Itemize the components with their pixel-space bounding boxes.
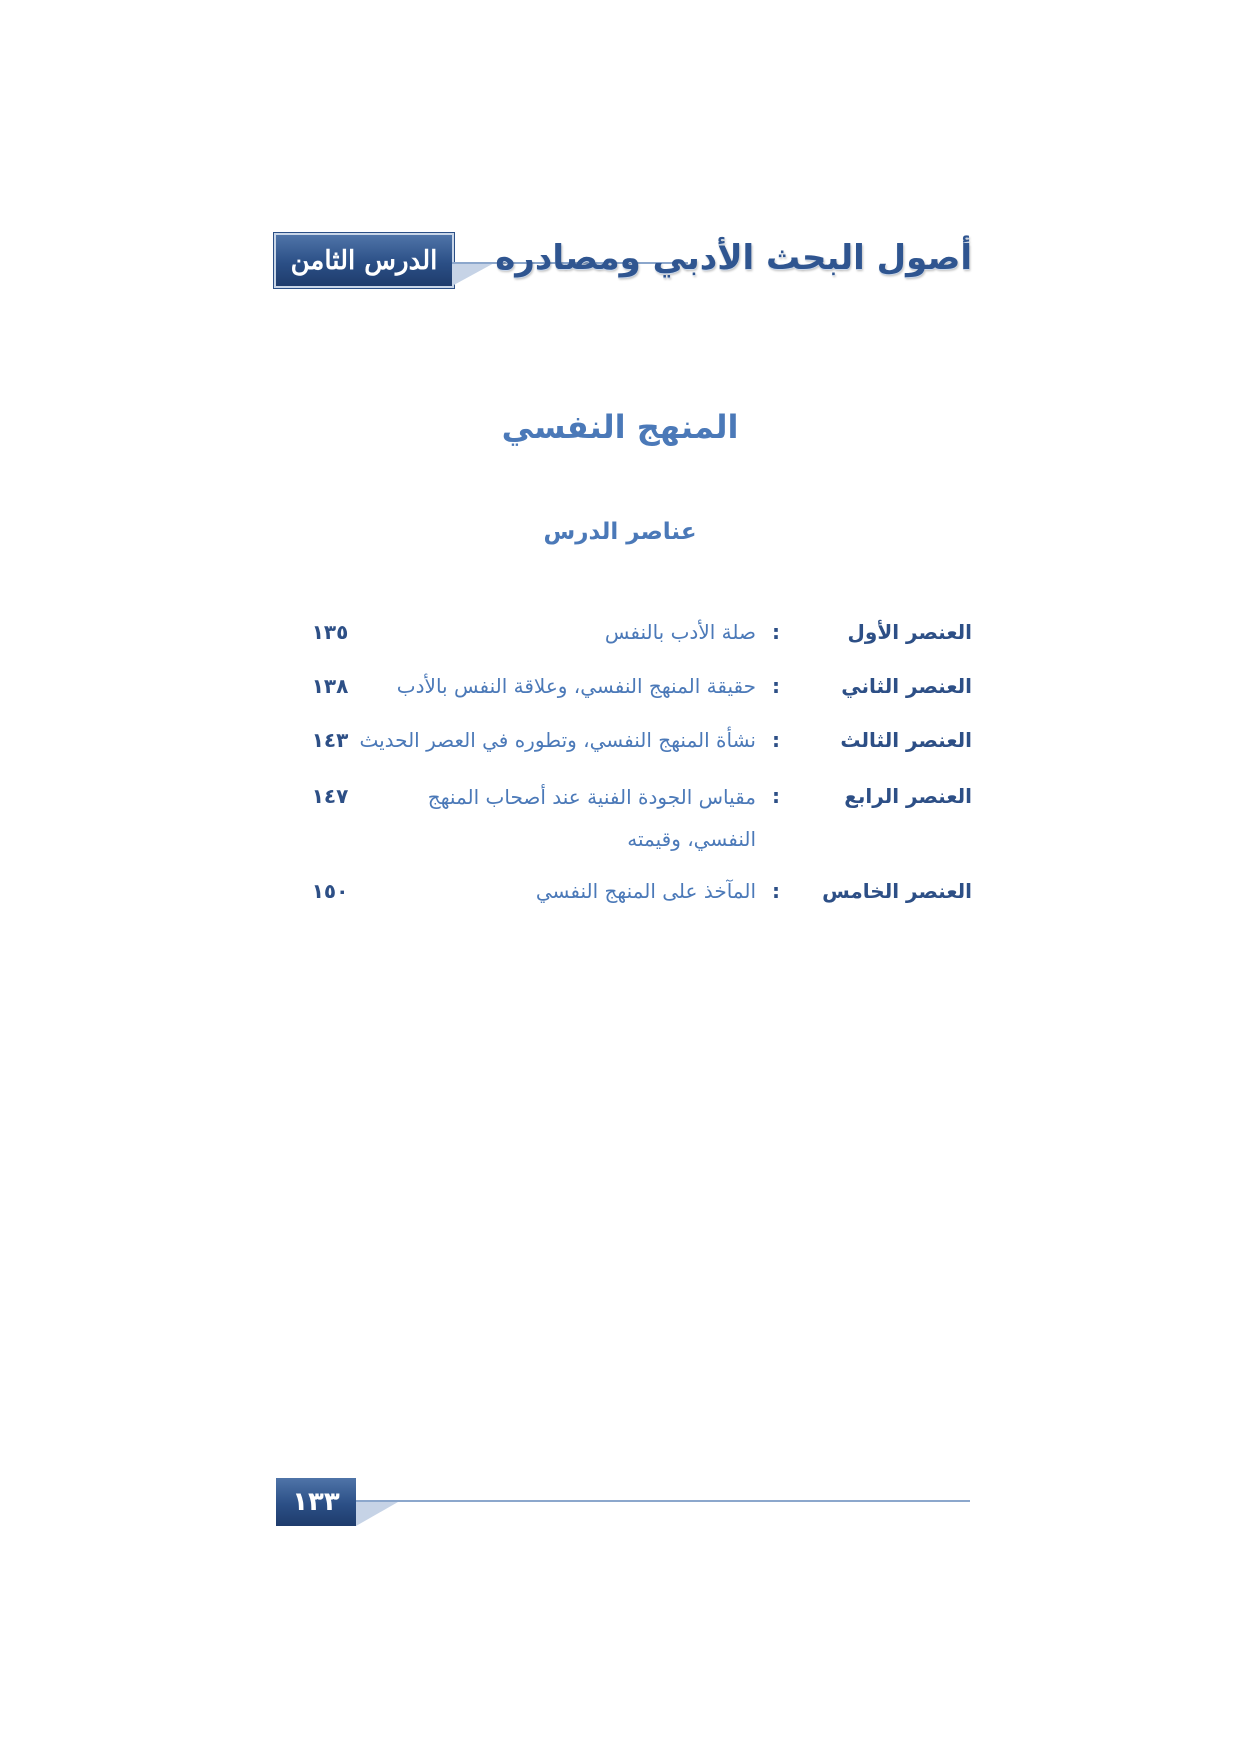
header-wedge-decoration — [452, 262, 496, 286]
toc-colon: : — [772, 879, 780, 903]
toc-label: العنصر الأول — [847, 620, 972, 644]
footer-divider-line — [356, 1500, 970, 1502]
lesson-badge: الدرس الثامن — [274, 233, 454, 288]
toc-text: مقياس الجودة الفنية عند أصحاب المنهج النفسي، وقيمته — [427, 785, 756, 851]
toc-page-number: ١٤٣ — [311, 728, 349, 752]
toc-label: العنصر الثاني — [841, 674, 972, 698]
lesson-title: المنهج النفسي — [501, 408, 739, 446]
toc-colon: : — [772, 674, 780, 698]
toc-row — [0, 776, 1240, 860]
toc-page-number: ١٥٠ — [311, 879, 349, 903]
toc-text: المآخذ على المنهج النفسي — [535, 879, 756, 903]
toc-row — [0, 720, 1240, 760]
footer-wedge-decoration — [356, 1502, 398, 1526]
toc-text: حقيقة المنهج النفسي، وعلاقة النفس بالأدب — [396, 674, 756, 698]
toc-row — [0, 871, 1240, 911]
toc-page-number: ١٤٧ — [311, 784, 349, 808]
toc-colon: : — [772, 784, 780, 808]
toc-colon: : — [772, 620, 780, 644]
book-title: أصول البحث الأدبي ومصادره — [495, 238, 972, 278]
toc-text: نشأة المنهج النفسي، وتطوره في العصر الحديث — [359, 728, 756, 752]
toc-row — [0, 612, 1240, 652]
page-number: ١٣٣ — [276, 1478, 356, 1526]
toc-colon: : — [772, 728, 780, 752]
toc-label: العنصر الثالث — [840, 728, 972, 752]
toc-label: العنصر الرابع — [844, 784, 972, 808]
toc-page-number: ١٣٥ — [311, 620, 349, 644]
toc-row — [0, 666, 1240, 706]
toc-label: العنصر الخامس — [822, 879, 972, 903]
toc-text: صلة الأدب بالنفس — [604, 620, 756, 644]
elements-heading: عناصر الدرس — [543, 519, 697, 545]
toc-page-number: ١٣٨ — [311, 674, 349, 698]
